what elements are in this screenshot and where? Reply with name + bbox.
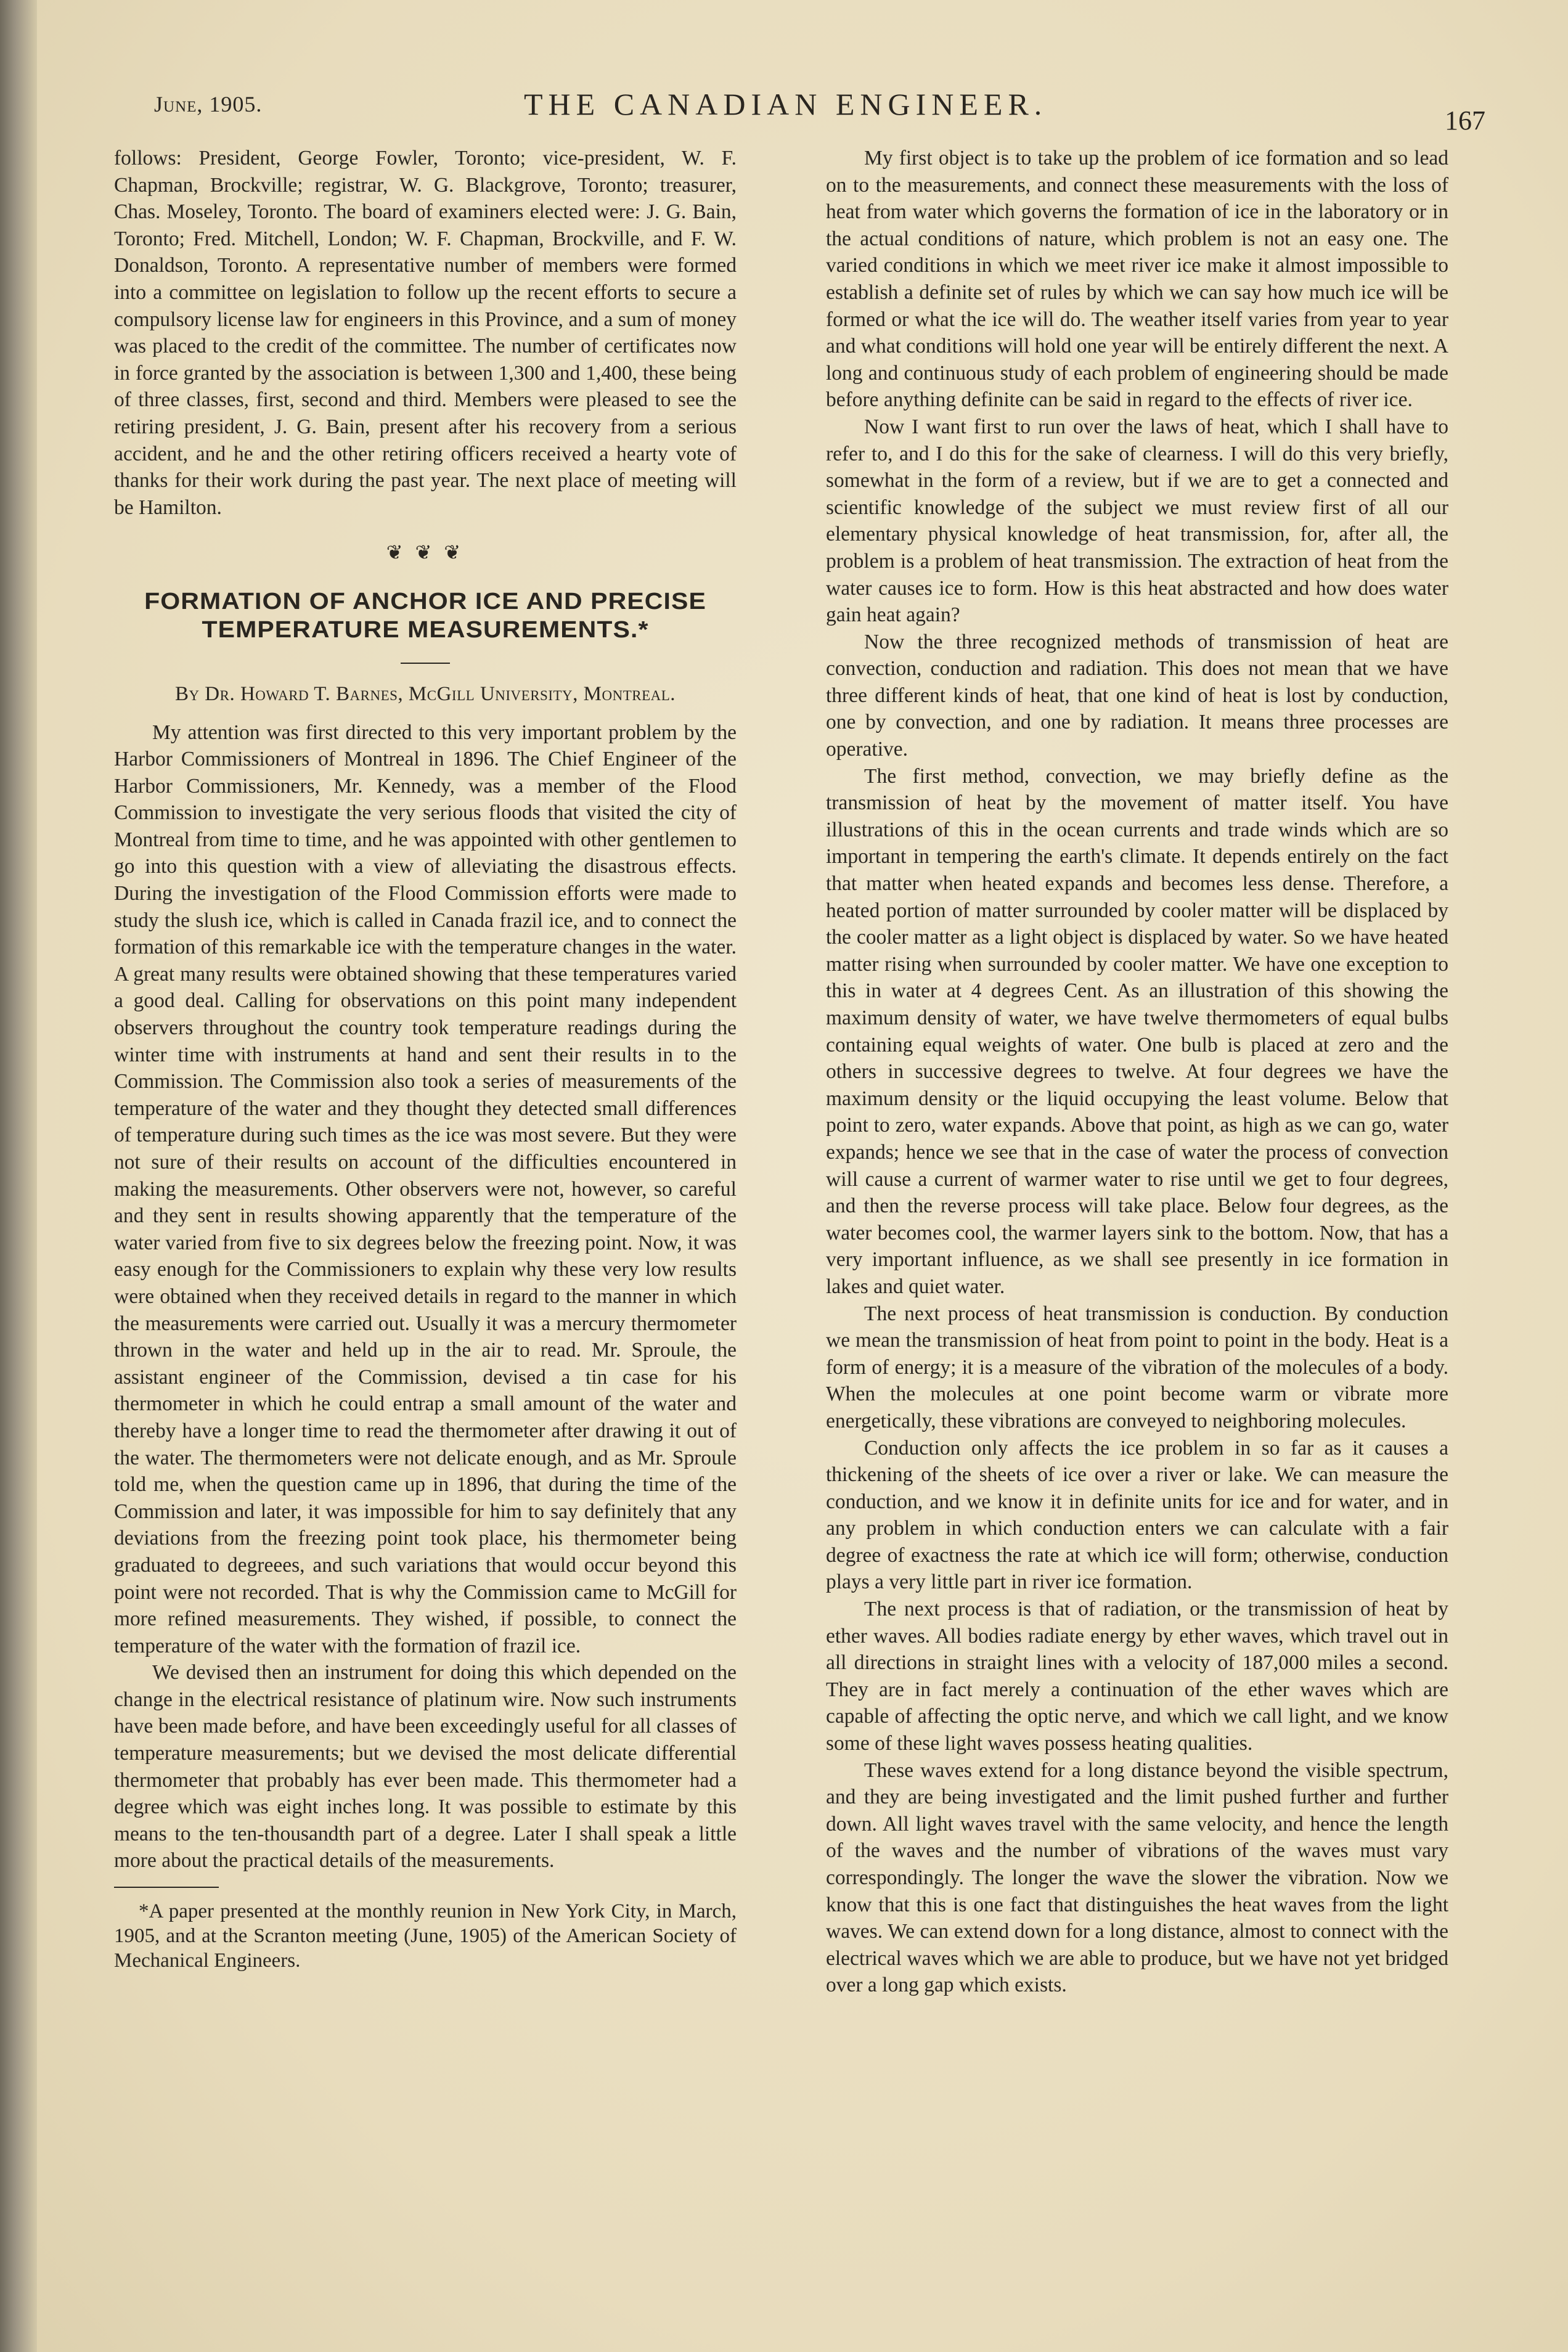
intro-paragraph: follows: President, George Fowler, Toronto; vice-president, W. F. Chapman, Brockville; registrar, W. G. Blackgrove, Toronto; treasurer, Chas. Moseley, Toronto. The board of examiners elected were: J. G. Bain, Toronto; Fred. Mitchell, London; W. F. Chapman, Brockville, and F. W. Donaldson, Toronto. A representative number of members were formed into a committee on legislation to follow up the recent efforts to secure a compulsory license law for engineers in this Province, and a sum of money was placed to the credit of the committee. The number of certificates now in force granted by the association is between 1,300 and 1,400, these being of three classes, first, second and third. Members were pleased to see the retiring president, J. G. Bain, present after his recovery from a serious accident, and he and the other retiring officers received a hearty vote of thanks for their work during the past year. The next place of meeting will be Hamilton.	[114, 147, 737, 519]
article-paragraph: Now I want first to run over the laws of heat, which I shall have to refer to, and I do this for the sake of clearness. I will do this very briefly, somewhat in the form of a review, but if we are to get a connected and scientific knowledge of the subject we must review first of all our elementary physical knowledge of heat transmission, for, after all, the problem is a problem of heat transmission. The extraction of heat from the water causes ice to form. How is this heat abstracted and how does water gain heat again?	[826, 415, 1448, 627]
article-paragraph: Now the three recognized methods of transmission of heat are convection, conduction and radiation. This does not mean that we have three different kinds of heat, that one kind of heat is lost by conduction, one by convection, and one by radiation. It means three processes are operative.	[826, 630, 1448, 761]
left-column	[114, 145, 737, 1973]
article-paragraph: My attention was first directed to this very important problem by the Harbor Commissioners of Montreal in 1896. The Chief Engineer of the Harbor Commissioners, Mr. Kennedy, was a member of the Flood Commission to investigate the very serious floods that visited the city of Montreal from time to time, and he was appointed with other gentlemen to go into this question with a view of alleviating the disastrous effects. During the investigation of the Flood Commission efforts were made to study the slush ice, which is called in Canada frazil ice, and to connect the formation of this remarkable ice with the temperature changes in the water. A great many results were obtained showing that these temperatures varied a good deal. Calling for observations on this point many independent observers throughout the country took temperature readings during the winter time with instruments at hand and sent their results in to the Commission. The Commission also took a series of measurements of the temperature of the water and they thought they detected small differences of temperature during such times as the ice was most severe. But they were not sure of their results on account of the difficulties encountered in making the measurements. Other observers were not, however, so careful and they sent in results showing apparently that the temperature of the water varied from five to six degrees below the freezing point. Now, it was easy enough for the Commissioners to explain why these very low results were obtained when they received details in regard to the manner in which the measurements were carried out. Usually it was a mercury thermometer thrown in the water and held up in the air to read. Mr. Sproule, the assistant engineer of the Commission, devised a tin case for his thermometer in which he could entrap a small amount of the water and thereby have a longer time to read the thermometer after drawing it out of the water. The thermometers were not delicate enough, and as Mr. Sproule told me, when the question came up in 1896, that during the time of the Commission and later, it was impossible for him to say definitely that any deviations from the freezing point took place, his thermometer being graduated to degreees, and such variations that would occur beyond this point were not recorded. That is why the Commission came to McGill for more refined measurements. They wished, if possible, to connect the temperature of the water with the formation of frazil ice.	[114, 721, 737, 1657]
footnote: *A paper presented at the monthly reunion in New York City, in March, 1905, and at the Scranton meeting (June, 1905) of the American Society of Mechanical Engineers.	[114, 1900, 737, 1972]
article-paragraph: The first method, convection, we may briefly define as the transmission of heat by the movement of matter itself. You have illustrations of this in the ocean currents and trade winds which are so important in tempering the earth's climate. It depends entirely on the fact that matter when heated expands and becomes less dense. Therefore, a heated portion of matter surrounded by cooler matter will be displaced by the cooler matter as a light object is displaced by water. So we have heated matter rising when surrounded by cooler matter. We have one exception to this in water at 4 degrees Cent. As an illustration of this showing the maximum density of water, we have twelve thermometers of equal bulbs containing equal weights of water. One bulb is placed at zero and the others in successive degrees to twelve. At four degrees we have the maximum density or the liquid occupying the least volume. Below that point to zero, water expands. Above that point, as high as we can go, water expands; hence we see that in the case of water the process of convection will cause a current of warmer water to rise until we get to four degrees, and then the reverse process will take place. Below four degrees, as the water becomes cool, the warmer layers sink to the bottom. Now, that has a very important influence, as we shall see presently in ice formation in lakes and quiet water.	[826, 764, 1448, 1298]
right-column	[826, 145, 1448, 1999]
title-rule	[401, 663, 450, 664]
journal-title: THE CANADIAN ENGINEER.	[524, 87, 1048, 121]
article-paragraph: The next process of heat transmission is conduction. By conduction we mean the transmission of heat from point to point in the body. Heat is a form of energy; it is a measure of the vibration of the molecules of a body. When the molecules at one point become warm or vibrate more energetically, these vibrations are conveyed to neighboring molecules.	[826, 1302, 1448, 1432]
footnote-rule	[114, 1887, 219, 1888]
article-paragraph: We devised then an instrument for doing this which depended on the change in the electrical resistance of platinum wire. Now such instruments have been made before, and have been exceedingly useful for all classes of temperature measurements; but we devised the most delicate differential thermometer that probably has ever been made. This thermometer had a degree which was eight inches long. It was possible to estimate by this means to the ten-thousandth part of a degree. Later I shall speak a little more about the practical details of the measurements.	[114, 1661, 737, 1872]
article-paragraph: These waves extend for a long distance beyond the visible spectrum, and they are being investigated and the limit pushed further and further down. All light waves travel with the same velocity, and hence the length of the waves and the number of vibrations of the waves must vary correspondingly. The longer the wave the slower the vibration. Now we know that this is one fact that distinguishes the heat waves from the light waves. We can extend down for a long distance, almost to connect with the electrical waves which we are able to produce, but we have not yet bridged over a long gap which exists.	[826, 1758, 1448, 1997]
article-paragraph: My first object is to take up the problem of ice formation and so lead on to the measurements, and connect these measurements with the loss of heat from water which governs the formation of ice in the laboratory or in the actual conditions of nature, which problem is not an easy one. The varied conditions in which we meet river ice make it almost impossible to establish a definite set of rules by which we can say how much ice will be formed or what the ice will do. The weather itself varies from year to year and what conditions will hold one year will be entirely different the next. A long and continuous study of each problem of engineering should be made before anything definite can be said in regard to the effects of river ice.	[826, 147, 1448, 412]
issue-date: June, 1905.	[154, 92, 263, 116]
article-byline: By Dr. Howard T. Barnes, McGill University, Montreal.	[174, 682, 676, 705]
page-number: 167	[1445, 105, 1485, 136]
article-paragraph: The next process is that of radiation, or the transmission of heat by ether waves. All bodies radiate energy by ether waves, which travel out in all directions in straight lines with a velocity of 187,000 miles a second. They are in fact merely a continuation of the ether waves which are capable of affecting the optic nerve, and which we call light, and we know some of these light waves possess heating qualities.	[826, 1598, 1448, 1755]
article-title: FORMATION OF ANCHOR ICE AND PRECISE TEMPERATURE MEASUREMENTS.*	[144, 588, 706, 643]
page-binding-edge	[0, 0, 37, 2352]
article-paragraph: Conduction only affects the ice problem in so far as it causes a thickening of the sheets of ice over a river or lake. We can measure the conduction, and we know it in definite units for ice and for water, and in any problem in which conduction enters we can calculate with a fair degree of exactness the rate at which ice will form; otherwise, conduction plays a very little part in river ice formation.	[826, 1436, 1448, 1594]
section-ornament: ❦ ❦ ❦	[386, 541, 465, 564]
running-header	[154, 80, 1485, 148]
